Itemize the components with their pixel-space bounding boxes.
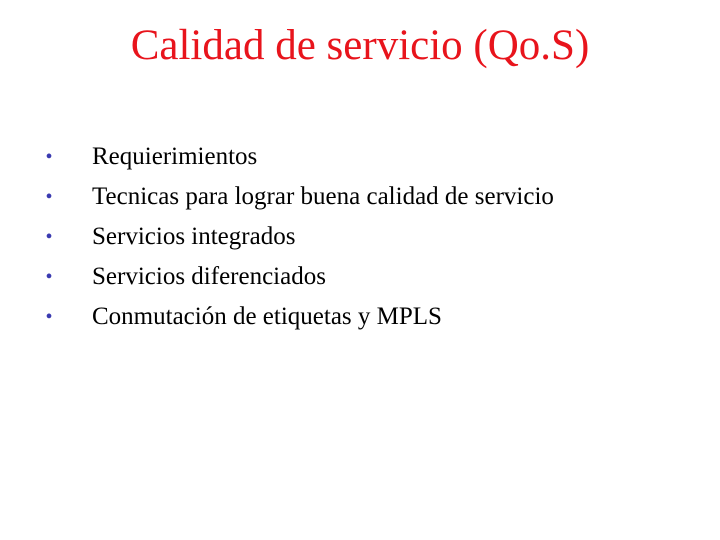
slide-title: Calidad de servicio (Qo.S) xyxy=(130,22,590,69)
bullet-text: Servicios integrados xyxy=(92,223,296,250)
bullet-list xyxy=(38,137,698,337)
bullet-icon: • xyxy=(45,146,53,168)
bullet-text: Tecnicas para lograr buena calidad de servicio xyxy=(92,183,554,210)
bullet-icon: • xyxy=(45,306,53,328)
list-item xyxy=(38,297,698,337)
list-item xyxy=(38,177,698,217)
list-item xyxy=(38,217,698,257)
bullet-icon: • xyxy=(45,266,53,288)
bullet-icon: • xyxy=(45,186,53,208)
bullet-text: Requierimientos xyxy=(92,143,258,170)
list-item xyxy=(38,137,698,177)
bullet-text: Conmutación de etiquetas y MPLS xyxy=(92,303,442,330)
bullet-text: Servicios diferenciados xyxy=(92,263,326,290)
list-item xyxy=(38,257,698,297)
bullet-icon: • xyxy=(45,226,53,248)
